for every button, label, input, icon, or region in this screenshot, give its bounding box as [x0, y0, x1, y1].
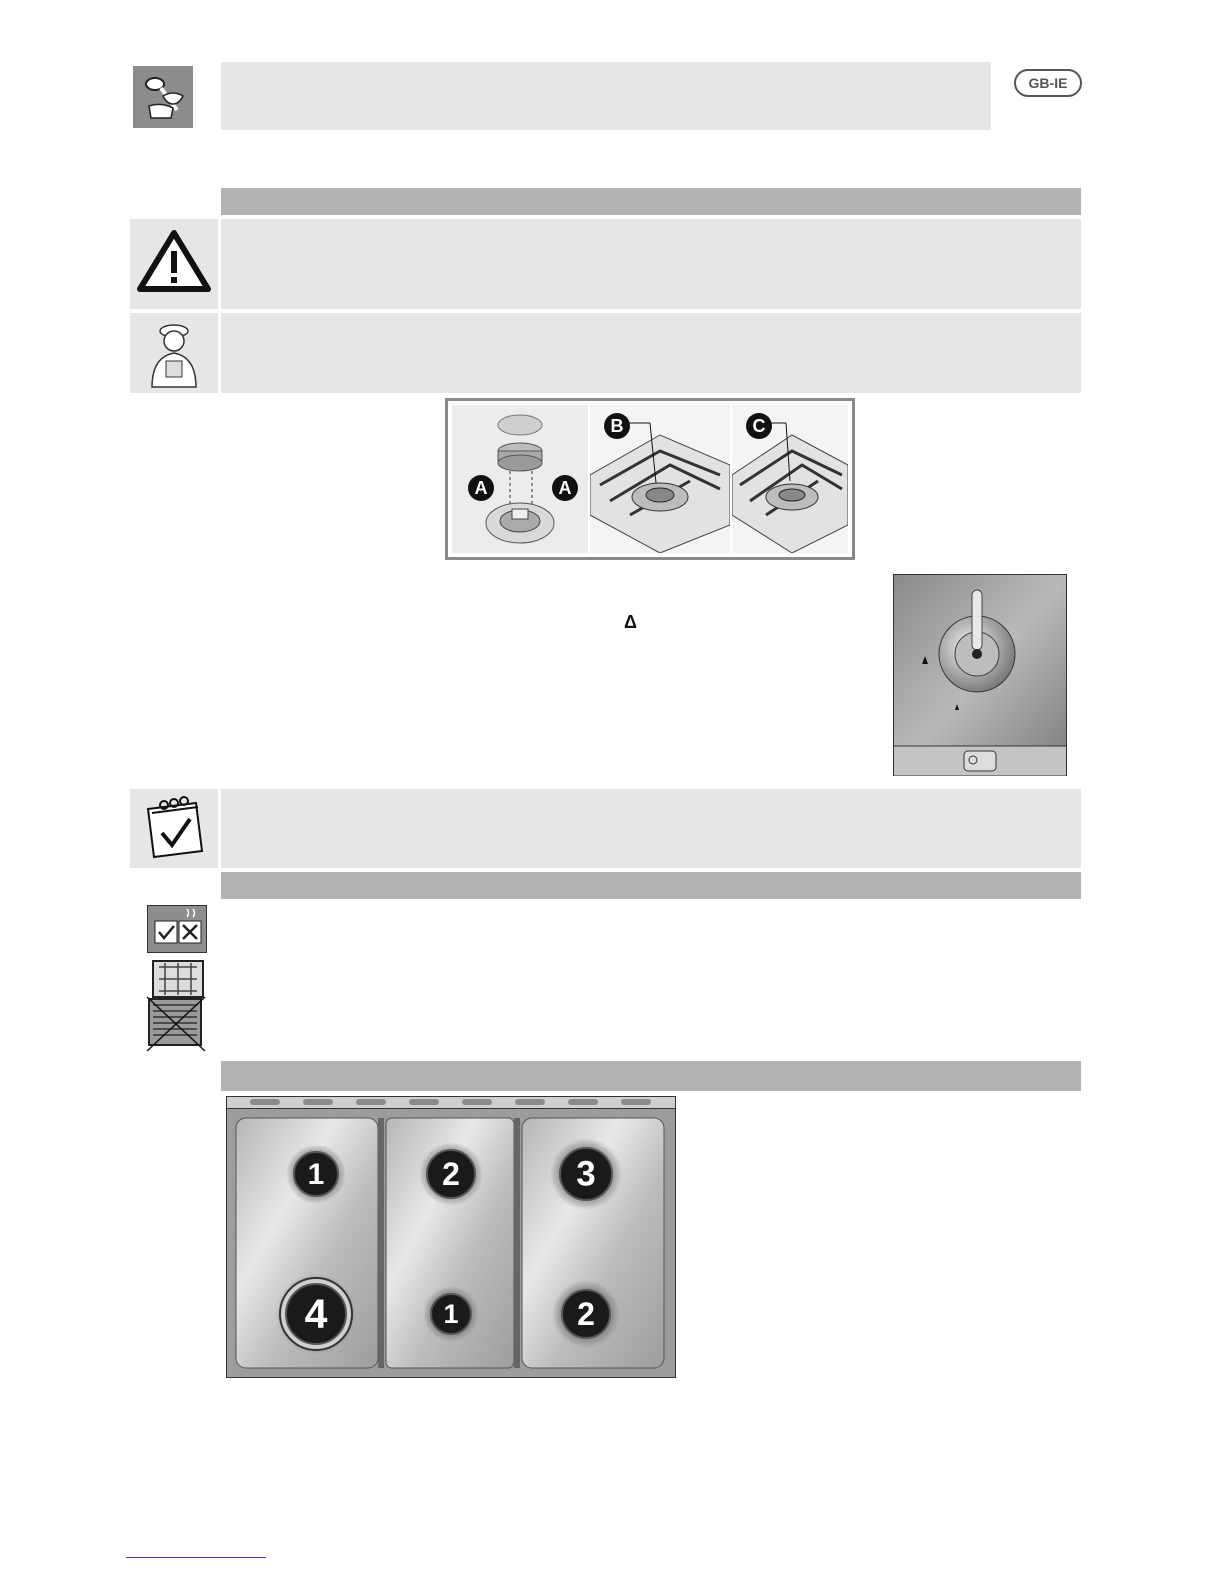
notepad-check-icon [130, 789, 218, 868]
hob-layout-figure [226, 1096, 676, 1378]
hob-layout-drawing [226, 1096, 676, 1378]
control-knob-illustration [893, 574, 1067, 776]
technician-text-band [221, 313, 1081, 393]
header-logo [133, 66, 193, 128]
warning-triangle-icon [130, 219, 218, 309]
hob-zone-number: 1 [443, 1299, 459, 1329]
hob-vent-slot [409, 1099, 439, 1105]
footer-link-underline[interactable] [126, 1557, 266, 1558]
hob-zone-number: 3 [576, 1154, 596, 1194]
callout-c: C [746, 413, 772, 439]
chef-spoon-icon [133, 66, 193, 128]
pan-check-icon [147, 905, 207, 953]
notes-text-band [221, 789, 1081, 868]
region-badge: GB-IE [1014, 69, 1082, 97]
section-bar-3 [221, 1061, 1081, 1091]
hob-burner-zone [552, 1280, 620, 1348]
hob-burner-zone [419, 1142, 483, 1206]
hob-burner-zone [423, 1286, 479, 1342]
hob-burner-zone [276, 1274, 356, 1354]
pan-check-icon-box [147, 905, 207, 953]
hob-vent-slot [462, 1099, 492, 1105]
section-bar-1 [221, 188, 1081, 215]
flame-symbol-inline: Δ [624, 612, 637, 632]
burner-assembly-figure [445, 398, 855, 560]
callout-b: B [604, 413, 630, 439]
warning-icon-cell [130, 219, 218, 309]
grill-pan-icon-box [145, 959, 207, 1053]
header-bar [221, 62, 991, 130]
hob-zone-number: 4 [304, 1290, 328, 1337]
control-knob-drawing [893, 574, 1067, 776]
technician-icon-cell [130, 313, 218, 393]
hob-vent-slot [303, 1099, 333, 1105]
hob-vent-slot [356, 1099, 386, 1105]
technician-icon [130, 313, 218, 393]
section-bar-2 [221, 872, 1081, 899]
hob-zone-number: 2 [442, 1155, 460, 1192]
hob-vent-slot [568, 1099, 598, 1105]
hob-burner-zone [550, 1138, 622, 1210]
hob-zone-number: 2 [577, 1295, 595, 1332]
hob-vent-slot [515, 1099, 545, 1105]
grill-pan-icon [145, 959, 207, 1053]
callout-a-left: A [468, 475, 494, 501]
warning-text-band [221, 219, 1081, 309]
hob-vent-slot [621, 1099, 651, 1105]
notes-icon-cell [130, 789, 218, 868]
callout-a-right: A [552, 475, 578, 501]
hob-zone-number: 1 [307, 1157, 325, 1191]
hob-vent-slot [250, 1099, 280, 1105]
hob-burner-zone [286, 1144, 346, 1204]
